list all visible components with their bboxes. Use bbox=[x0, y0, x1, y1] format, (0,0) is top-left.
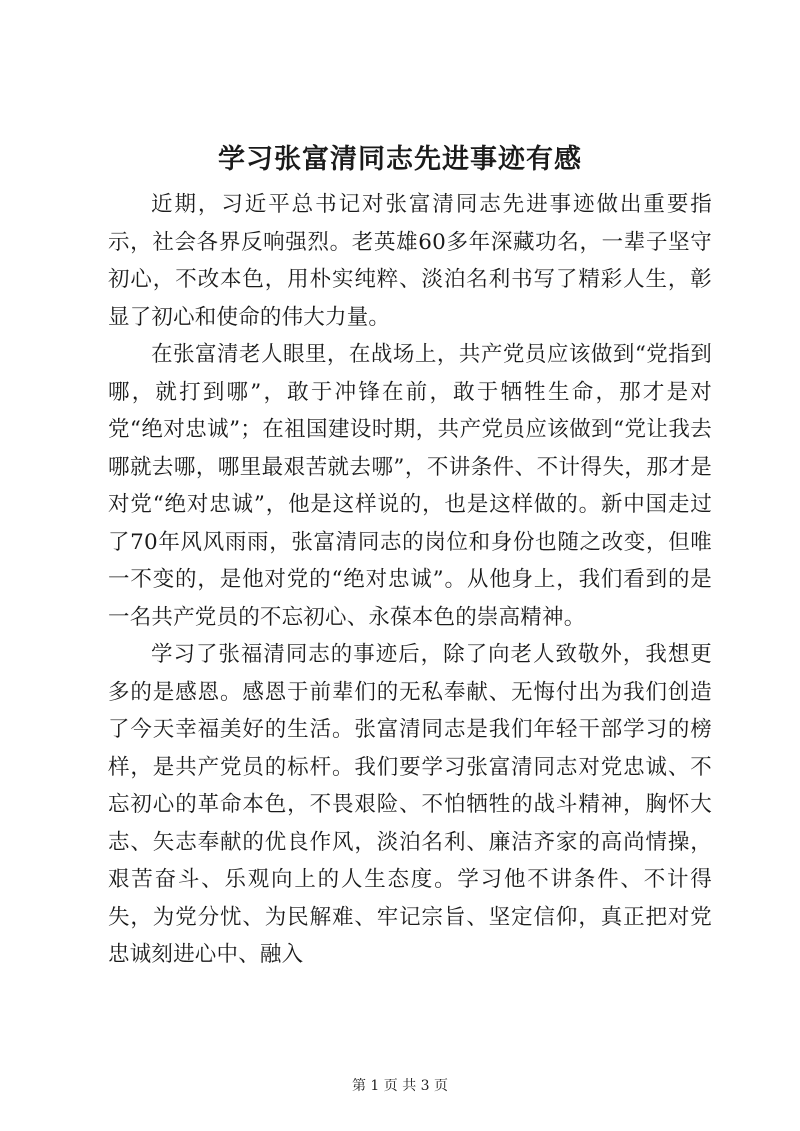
page-footer: 第 1 页 共 3 页 bbox=[351, 1078, 449, 1094]
paragraph-3: 学习了张福清同志的事迹后，除了向老人致敬外，我想更多的是感恩。感恩于前辈们的无私奉献、无悔付出为我们创造了今天幸福美好的生活。张富清同志是我们年轻干部学习的榜样，是共产党员的标杆。我们要学习张富清同志对党忠诚、不忘初心的革命本色，不畏艰险、不怕牺牲的战斗精神，胸怀大志、矢志奉献的优良作风，淡泊名利、廉洁齐家的高尚情操，艰苦奋斗、乐观向上的人生态度。学习他不讲条件、不计得失，为党分忧、为民解难、牢记宗旨、坚定信仰，真正把对党忠诚刻进心中、融入 bbox=[108, 642, 712, 967]
paragraph-1: 近期，习近平总书记对张富清同志先进事迹做出重要指示，社会各界反响强烈。老英雄60多年深藏功名，一辈子坚守初心，不改本色，用朴实纯粹、淡泊名利书写了精彩人生，彰显了初心和使命的伟大力量。 bbox=[108, 192, 712, 330]
document-body bbox=[108, 186, 712, 974]
document-title: 学习张富清同志先进事迹有感 bbox=[218, 144, 582, 175]
paragraph-2: 在张富清老人眼里，在战场上，共产党员应该做到“党指到哪，就打到哪”，敢于冲锋在前，敢于牺牲生命，那才是对党“绝对忠诚”；在祖国建设时期，共产党员应该做到“党让我去哪就去哪，哪里最艰苦就去哪”，不讲条件、不计得失，那才是对党“绝对忠诚”，他是这样说的，也是这样做的。新中国走过了70年风风雨雨，张富清同志的岗位和身份也随之改变，但唯一不变的，是他对党的“绝对忠诚”。从他身上，我们看到的是一名共产党员的不忘初心、永葆本色的崇高精神。 bbox=[108, 342, 712, 630]
